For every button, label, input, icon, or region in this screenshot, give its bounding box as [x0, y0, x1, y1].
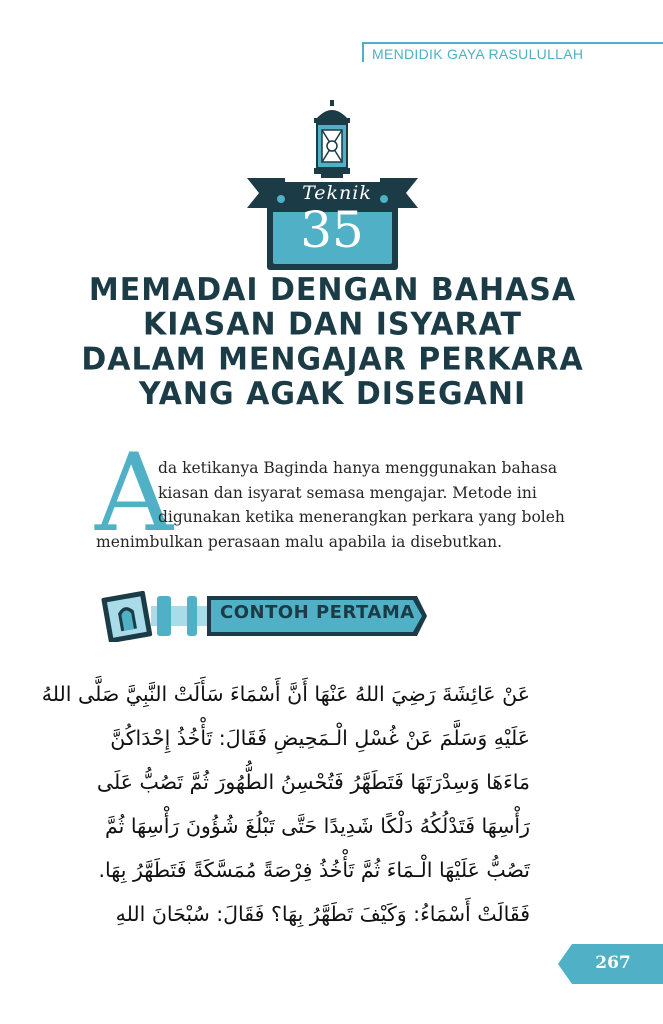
prayer-mat-icon	[101, 591, 152, 642]
section-heading: CONTOH PERTAMA	[220, 602, 415, 623]
hadith-line: رَأْسِهَا فَتَدْلُكُهُ دَلْكًا شَدِيدًا حَتَّى تَبْلُغَ شُؤُونَ رَأْسِهَا ثُمَّ	[104, 814, 530, 838]
drop-cap: A	[95, 431, 173, 556]
header-rule-tick	[362, 42, 364, 62]
paragraph-line: digunakan ketika menerangkan perkara yang boleh	[158, 508, 565, 526]
hadith-line: مَاءَهَا وَسِدْرَتَهَا فَتَطَهَّرُ فَتُحْسِنُ الطُّهُورَ ثُمَّ تَصُبُّ عَلَى	[96, 770, 530, 794]
chapter-title-line: YANG AGAK DISEGANI	[138, 375, 527, 413]
hadith-line: تَصُبُّ عَلَيْهَا الْـمَاءَ ثُمَّ تَأْخُذُ فِرْصَةً مُمَسَّكَةً فَتَطَهَّرُ بِهَا.	[98, 858, 530, 882]
paragraph-line: kiasan dan isyarat semasa mengajar. Metode ini	[158, 483, 537, 502]
chapter-title	[60, 273, 605, 412]
lantern-icon	[307, 100, 357, 178]
hadith-text	[41, 672, 530, 936]
chapter-title-line: DALAM MENGAJAR PERKARA	[81, 340, 584, 378]
intro-paragraph	[96, 456, 565, 554]
paragraph-line: menimbulkan perasaan malu apabila ia disebutkan.	[96, 532, 503, 551]
hadith-line: عَلَيْهِ وَسَلَّمَ عَنْ غُسْلِ الْـمَحِيضِ فَقَالَ: تَأْخُذُ إِحْدَاكُنَّ	[110, 726, 530, 750]
hadith-line: فَقَالَتْ أَسْمَاءُ: وَكَيْفَ تَطَهَّرُ بِهَا؟ فَقَالَ: سُبْحَانَ اللهِ	[115, 902, 530, 926]
hadith-line: عَنْ عَائِشَةَ رَضِيَ اللهُ عَنْهَا أَنَّ أَسْمَاءَ سَأَلَتْ النَّبِيَّ صَلَّى اللهُ	[41, 682, 530, 706]
chapter-title-line: KIASAN DAN ISYARAT	[143, 306, 522, 344]
technique-label: Teknik	[302, 182, 372, 204]
header-rule	[362, 42, 663, 44]
technique-number: 35	[300, 201, 364, 259]
chapter-title-line: MEMADAI DENGAN BAHASA	[88, 271, 577, 309]
running-title: MENDIDIK GAYA RASULULLAH	[372, 46, 584, 62]
page-number: 267	[595, 953, 631, 973]
paragraph-line: da ketikanya Baginda hanya menggunakan bahasa	[158, 459, 558, 477]
